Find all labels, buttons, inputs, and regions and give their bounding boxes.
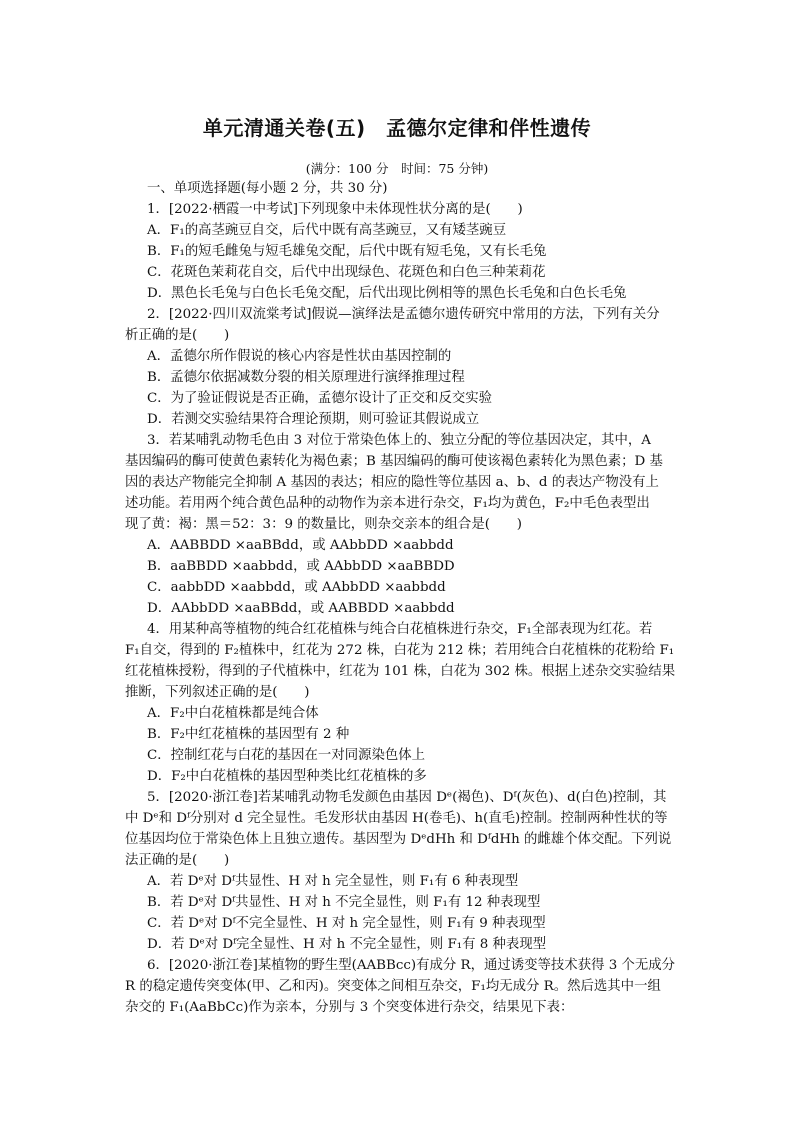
- q5-option-b: B．若 Dᵉ对 Dᶠ共显性、H 对 h 不完全显性，则 F₁有 12 种表现型: [147, 895, 541, 910]
- q6-stem-line3: 杂交的 F₁(AaBbCc)作为亲本，分别与 3 个突变体进行杂交，结果见下表：: [125, 1000, 574, 1015]
- q4-option-a: A．F₂中白花植株都是纯合体: [147, 706, 319, 721]
- q4-option-c: C．控制红花与白花的基因在一对同源染色体上: [147, 748, 426, 763]
- q3-stem-line3: 因的表达产物能完全抑制 A 基因的表达；相应的隐性等位基因 a、b、d 的表达产物没有上: [125, 475, 659, 490]
- q4-stem-line1: 4．用某种高等植物的纯合红花植株与纯合白花植株进行杂交，F₁全部表现为红花。若: [147, 622, 653, 637]
- q5-stem-line2: 中 Dᵉ和 Dᶠ分别对 d 完全显性。毛发形状由基因 H(卷毛)、h(直毛)控制。控制两种性状的等: [125, 811, 668, 826]
- q5-option-c: C．若 Dᵉ对 Dᶠ不完全显性、H 对 h 完全显性，则 F₁有 9 种表现型: [147, 916, 546, 931]
- q5-stem-line1: 5．[2020·浙江卷]若某哺乳动物毛发颜色由基因 Dᵉ(褐色)、Dᶠ(灰色)、d(白色)控制，其: [147, 790, 667, 805]
- question-list: [125, 178, 676, 1018]
- q3-option-d: D．AAbbDD ×aaBBdd，或 AABBDD ×aabbdd: [147, 601, 455, 616]
- q3-stem-line1: 3．若某哺乳动物毛色由 3 对位于常染色体上的、独立分配的等位基因决定，其中，A: [147, 433, 651, 448]
- page-title: 单元清通关卷(五) 孟德尔定律和伴性遗传: [202, 116, 592, 140]
- q5-stem-line4: 法正确的是( ): [125, 853, 230, 868]
- q5-option-d: D．若 Dᵉ对 Dᶠ完全显性、H 对 h 不完全显性，则 F₁有 8 种表现型: [147, 937, 547, 952]
- q5-option-a: A．若 Dᵉ对 Dᶠ共显性、H 对 h 完全显性，则 F₁有 6 种表现型: [147, 874, 519, 889]
- q2-option-b: B．孟德尔依据减数分裂的相关原理进行演绎推理过程: [147, 370, 465, 385]
- q2-stem-line1: 2．[2022·四川双流棠考试]假说—演绎法是孟德尔遗传研究中常用的方法，下列有关分: [147, 307, 660, 322]
- q4-stem-line4: 推断，下列叙述正确的是( ): [125, 685, 310, 700]
- q2-stem-line2: 析正确的是( ): [125, 328, 230, 343]
- q4-stem-line2: F₁自交，得到的 F₂植株中，红花为 272 株，白花为 212 株；若用纯合白花植株的花粉给 F₁: [125, 643, 675, 658]
- q4-option-b: B．F₂中红花植株的基因型有 2 种: [147, 727, 350, 742]
- q3-stem-line4: 述功能。若用两个纯合黄色品种的动物作为亲本进行杂交，F₁均为黄色，F₂中毛色表型出: [125, 496, 650, 511]
- q2-option-a: A．孟德尔所作假说的核心内容是性状由基因控制的: [147, 349, 452, 364]
- q3-option-c: C．aabbDD ×aabbdd，或 AAbbDD ×aabbdd: [147, 580, 446, 595]
- q6-stem-line1: 6．[2020·浙江卷]某植物的野生型(AABBcc)有成分 R，通过诱变等技术获得 3 个无成分: [147, 958, 676, 973]
- q6-stem-line2: R 的稳定遗传突变体(甲、乙和丙)。突变体之间相互杂交，F₁均无成分 R。然后选其中一组: [125, 979, 661, 994]
- q3-option-b: B．aaBBDD ×aabbdd，或 AAbbDD ×aaBBDD: [147, 559, 455, 574]
- page-subtitle: (满分：100 分 时间：75 分钟): [305, 161, 489, 176]
- q2-option-c: C．为了验证假说是否正确，孟德尔设计了正交和反交实验: [147, 391, 493, 406]
- q3-stem-line2: 基因编码的酶可使黄色素转化为褐色素；B 基因编码的酶可使该褐色素转化为黑色素；D 基: [125, 454, 663, 469]
- q2-option-d: D．若测交实验结果符合理论预期，则可验证其假说成立: [147, 412, 480, 427]
- q1-option-a: A．F₁的高茎豌豆自交，后代中既有高茎豌豆，又有矮茎豌豆: [147, 223, 507, 238]
- q1-option-c: C．花斑色茉莉花自交，后代中出现绿色、花斑色和白色三种茉莉花: [147, 265, 546, 280]
- q4-option-d: D．F₂中白花植株的基因型种类比红花植株的多: [147, 769, 427, 784]
- q3-stem-line5: 现了黄：褐：黑＝52：3：9 的数量比，则杂交亲本的组合是( ): [125, 517, 522, 532]
- q4-stem-line3: 红花植株授粉，得到的子代植株中，红花为 101 株，白花为 302 株。根据上述杂交实验结果: [125, 664, 676, 679]
- q1-option-b: B．F₁的短毛雌兔与短毛雄兔交配，后代中既有短毛兔，又有长毛兔: [147, 244, 547, 259]
- q3-option-a: A．AABBDD ×aaBBdd，或 AAbbDD ×aabbdd: [147, 538, 454, 553]
- q1-stem: 1．[2022·栖霞一中考试]下列现象中未体现性状分离的是( ): [147, 202, 523, 217]
- section-heading: 一、单项选择题(每小题 2 分，共 30 分): [147, 181, 388, 196]
- q5-stem-line3: 位基因均位于常染色体上且独立遗传。基因型为 DᵉdHh 和 DᶠdHh 的雌雄个体交配。下列说: [125, 832, 672, 847]
- q1-option-d: D．黑色长毛兔与白色长毛兔交配，后代出现比例相等的黑色长毛兔和白色长毛兔: [147, 286, 627, 301]
